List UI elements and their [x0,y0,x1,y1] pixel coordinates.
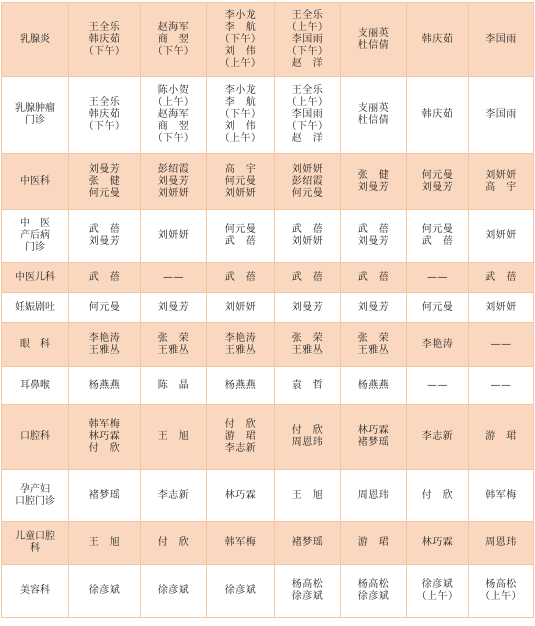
schedule-cell: 刘曼芳 [341,293,407,323]
schedule-cell: 李国雨 [469,3,534,77]
schedule-cell: 刘妍妍 [207,293,275,323]
schedule-row [2,77,534,154]
schedule-row [2,565,534,618]
department-label: 中 医 产后病 门诊 [2,210,69,263]
schedule-row [2,154,534,210]
schedule-cell: 韩军梅 林巧霖 付 欣 [69,405,141,470]
schedule-cell: 周恩玮 [469,522,534,565]
schedule-cell: 陈 晶 [141,367,207,405]
schedule-cell: 李小龙 李 航 （下午） 刘 伟 （上午） [207,77,275,154]
schedule-cell: 刘妍妍 [469,210,534,263]
schedule-cell: 韩军梅 [207,522,275,565]
schedule-cell: 徐彦斌 （上午） [407,565,469,618]
schedule-cell: 王 旭 [141,405,207,470]
schedule-cell: 何元曼 武 蓓 [207,210,275,263]
schedule-cell: 赵海军 商 翌 （下午） [141,3,207,77]
schedule-cell: 韩庆茹 [407,77,469,154]
department-label: 妊娠剧吐 [2,293,69,323]
schedule-cell: 高 宇 何元曼 刘妍妍 [207,154,275,210]
schedule-cell: 徐彦斌 [207,565,275,618]
schedule-cell: 徐彦斌 [141,565,207,618]
schedule-cell: 李志新 [141,470,207,522]
schedule-cell: 李艳涛 [407,323,469,367]
schedule-cell: 李国雨 [469,77,534,154]
schedule-cell: 何元曼 [69,293,141,323]
schedule-cell: 褚梦瑶 [275,522,341,565]
department-label: 中医儿科 [2,263,69,293]
schedule-cell: 林巧霖 [207,470,275,522]
schedule-cell: 王全乐 （上午） 李国雨 （下午） 赵 洋 [275,77,341,154]
schedule-cell: 刘曼芳 张 健 何元曼 [69,154,141,210]
schedule-cell: 张 健 刘曼芳 [341,154,407,210]
schedule-row [2,293,534,323]
department-label: 耳鼻喉 [2,367,69,405]
schedule-cell: 武 蓓 刘妍妍 [275,210,341,263]
schedule-cell: 张 荣 王雅丛 [141,323,207,367]
department-label: 美容科 [2,565,69,618]
department-label: 中医科 [2,154,69,210]
schedule-cell: 武 蓓 刘曼芳 [69,210,141,263]
schedule-cell: 袁 哲 [275,367,341,405]
department-label: 口腔科 [2,405,69,470]
schedule-row [2,210,534,263]
schedule-cell: 周恩玮 [341,470,407,522]
schedule-cell: 韩庆茹 [407,3,469,77]
department-label: 眼 科 [2,323,69,367]
schedule-cell: 游 珺 [469,405,534,470]
schedule-cell: 李艳涛 王雅丛 [69,323,141,367]
schedule-row [2,323,534,367]
schedule-cell: 支丽英 杜信倩 [341,77,407,154]
schedule-cell: 王全乐 （上午） 李国雨 （下午） 赵 洋 [275,3,341,77]
schedule-cell: 杨燕燕 [341,367,407,405]
department-label: 乳腺肿瘤 门诊 [2,77,69,154]
schedule-body [2,3,534,618]
schedule-cell: 武 蓓 [207,263,275,293]
schedule-cell: 徐彦斌 [69,565,141,618]
schedule-cell: 林巧霖 褚梦瑶 [341,405,407,470]
schedule-cell: 付 欣 周恩玮 [275,405,341,470]
schedule-cell: 武 蓓 [341,263,407,293]
department-label: 儿童口腔 科 [2,522,69,565]
schedule-row [2,470,534,522]
schedule-cell: 陈小贺 （上午） 赵海军 商 翌 （下午） [141,77,207,154]
schedule-cell: 林巧霖 [407,522,469,565]
schedule-cell: 刘曼芳 [141,293,207,323]
schedule-cell: 杨高松 （上午） [469,565,534,618]
schedule-row [2,405,534,470]
schedule-cell: 彭绍霞 刘曼芳 刘妍妍 [141,154,207,210]
schedule-cell: 刘妍妍 [141,210,207,263]
schedule-cell: 李志新 [407,405,469,470]
schedule-cell: 武 蓓 [69,263,141,293]
schedule-cell: 何元曼 刘曼芳 [407,154,469,210]
schedule-row [2,263,534,293]
schedule-cell: 杨高松 徐彦斌 [275,565,341,618]
schedule-row [2,367,534,405]
schedule-cell: 刘曼芳 [275,293,341,323]
schedule-cell: 王全乐 韩庆茹 （下午） [69,77,141,154]
schedule-cell: 支丽英 杜信倩 [341,3,407,77]
schedule-cell: 游 珺 [341,522,407,565]
schedule-cell: 付 欣 游 珺 李志新 [207,405,275,470]
schedule-cell: 杨高松 徐彦斌 [341,565,407,618]
schedule-cell: 刘妍妍 [469,293,534,323]
schedule-cell: 武 蓓 刘曼芳 [341,210,407,263]
schedule-cell: 刘妍妍 高 宇 [469,154,534,210]
schedule-cell: 刘妍妍 彭绍霞 何元曼 [275,154,341,210]
schedule-cell: —— [141,263,207,293]
department-label: 乳腺炎 [2,3,69,77]
schedule-cell: 王全乐 韩庆茹 （下午） [69,3,141,77]
schedule-cell: 武 蓓 [275,263,341,293]
schedule-cell: 张 荣 王雅丛 [341,323,407,367]
schedule-cell: 武 蓓 [469,263,534,293]
schedule-cell: —— [469,323,534,367]
schedule-cell: 李小龙 李 航 （下午） 刘 伟 （上午） [207,3,275,77]
schedule-row [2,522,534,565]
schedule-cell: 杨燕燕 [207,367,275,405]
schedule-cell: 何元曼 [407,293,469,323]
schedule-cell: 王 旭 [275,470,341,522]
schedule-cell: —— [407,367,469,405]
schedule-row [2,3,534,77]
schedule-cell: 杨燕燕 [69,367,141,405]
schedule-cell: 李艳涛 王雅丛 [207,323,275,367]
clinic-schedule-table [1,2,534,618]
schedule-cell: 王 旭 [69,522,141,565]
schedule-cell: 韩军梅 [469,470,534,522]
schedule-cell: 付 欣 [407,470,469,522]
schedule-cell: 付 欣 [141,522,207,565]
schedule-cell: —— [407,263,469,293]
department-label: 孕产妇 口腔门诊 [2,470,69,522]
schedule-cell: —— [469,367,534,405]
schedule-cell: 张 荣 王雅丛 [275,323,341,367]
schedule-cell: 何元曼 武 蓓 [407,210,469,263]
schedule-cell: 褚梦瑶 [69,470,141,522]
